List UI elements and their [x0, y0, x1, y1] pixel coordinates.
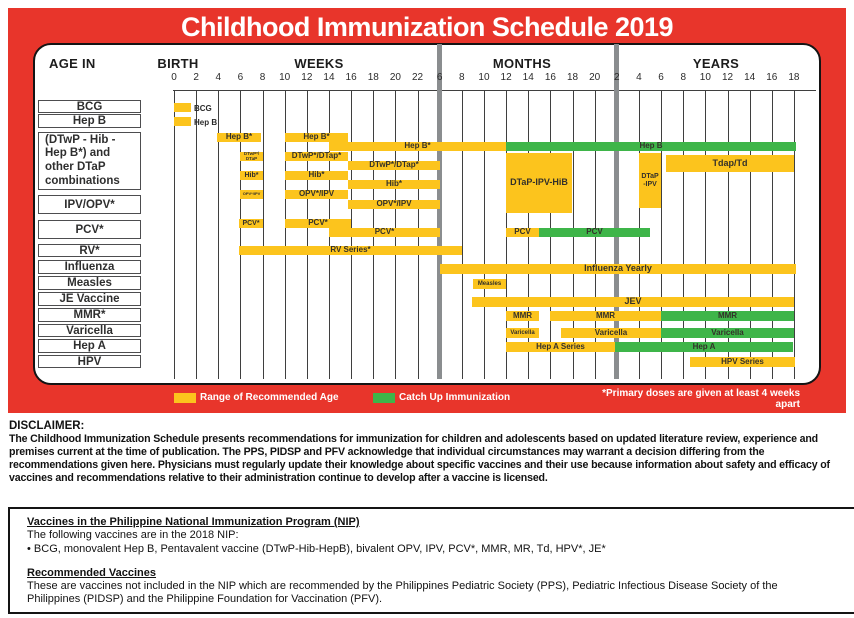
- axis-tick-weeks: 16: [345, 72, 357, 83]
- bar-hib-dose2: Hib*: [285, 171, 348, 180]
- header-age-in: AGE IN: [49, 56, 96, 71]
- bar-varicella-dose1: Varicella: [506, 328, 539, 338]
- bar-mmr-dose2: MMR: [550, 311, 661, 321]
- bar-hepa-catchup: Hep A: [615, 342, 793, 352]
- bar-pcv-dose1: PCV*: [239, 219, 263, 228]
- axis-tick-months: 16: [544, 72, 556, 83]
- axis-tick-years: 6: [658, 72, 664, 83]
- axis-tick-years: 14: [744, 72, 756, 83]
- row-label-hpv: HPV: [38, 355, 141, 368]
- row-label-hep-a: Hep A: [38, 339, 141, 353]
- bar-opv-dose2: OPV*/IPV: [285, 190, 348, 199]
- bar-pcv-catchup: PCV: [539, 228, 650, 237]
- bar-hpv-series: HPV Series: [690, 357, 795, 367]
- disclaimer-body: The Childhood Immunization Schedule presents recommendations for immunization for children and adolescents based on updated literature review, experience and premises current at the time of publication. The PPS, PIDSP and PFV acknowledge that individual circumstances may warrant a decision differing from the recommendations given here. Physicians must regularly update their knowledge about specific vaccines and their use because information about safety and efficacy of vaccines and recommendations relative to their administration continue to develop after a vaccine is licensed.: [9, 433, 830, 484]
- disclaimer-heading: DISCLAIMER:: [9, 420, 85, 432]
- row-label-measles: Measles: [38, 276, 141, 290]
- bar-pcv-dose2: PCV*: [285, 219, 351, 228]
- row-label-pcv: PCV*: [38, 220, 141, 239]
- axis-tick-years: 4: [636, 72, 642, 83]
- axis-tick-months: 12: [500, 72, 512, 83]
- bar-hepb-birth: [174, 117, 191, 126]
- bar-measles: Measles: [473, 279, 506, 289]
- row-label-varicella: Varicella: [38, 324, 141, 337]
- axis-tick-weeks: 22: [411, 72, 424, 83]
- legend-green-label: Catch Up Immunization: [399, 392, 511, 403]
- nip-line-2: • BCG, monovalent Hep B, Pentavalent vaccine (DTwP-Hib-HepB), bivalent OPV, IPV, PCV*, MMR, MR, Td, HPV*, JE*: [27, 543, 606, 555]
- bar-hepb-catchup: Hep B: [506, 142, 796, 151]
- bar-varicella-catchup: Varicella: [661, 328, 794, 338]
- grid-line: [196, 90, 197, 379]
- axis-tick-months: 18: [566, 72, 579, 83]
- row-label-influenza: Influenza: [38, 260, 141, 274]
- axis-tick-weeks: 10: [279, 72, 291, 83]
- axis-tick-weeks: 12: [301, 72, 313, 83]
- nip-line-1: The following vaccines are in the 2018 NIP:: [27, 529, 239, 541]
- bar-mmr-catchup: MMR: [661, 311, 794, 321]
- bar-pcv-dose3: PCV*: [329, 228, 440, 237]
- axis-tick-weeks: 18: [367, 72, 379, 83]
- axis-tick-weeks: 8: [259, 72, 266, 83]
- page-title: Childhood Immunization Schedule 2019: [180, 12, 674, 42]
- row-label-hep-b: Hep B: [38, 114, 141, 128]
- axis-tick-weeks: 20: [389, 72, 401, 83]
- bar-hepb-dose4: Hep B*: [329, 142, 506, 151]
- legend-yellow-label: Range of Recommended Age: [200, 392, 339, 403]
- grid-top-line: [173, 90, 816, 91]
- row-label-ipv-opv: IPV/OPV*: [38, 195, 141, 214]
- bar-rv-series: RV Series*: [239, 246, 462, 255]
- axis-tick-weeks: 2: [193, 72, 199, 83]
- header-birth: BIRTH: [157, 56, 199, 71]
- axis-tick-months: 14: [522, 72, 534, 83]
- disclaimer-section: [9, 420, 847, 485]
- axis-tick-years: 12: [721, 72, 734, 83]
- nip-box: [8, 507, 854, 614]
- row-label-rv: RV*: [38, 244, 141, 257]
- bar-hib-dose1: Hib*: [240, 171, 263, 180]
- bar-varicella-dose2: Varicella: [561, 328, 661, 338]
- axis-tick-months: 10: [478, 72, 490, 83]
- axis-tick-months: 8: [459, 72, 465, 83]
- recommended-body: These are vaccines not included in the NIP which are recommended by the Philippines Pediatric Society (PPS), Pediatric Infectious Disease Society of the Philippines (PIDSP) and the Philippine Foundation for Vaccination (PFV).: [27, 580, 778, 605]
- bar-tdap-td: Tdap/Td: [666, 155, 794, 172]
- grid-line: [484, 90, 485, 379]
- row-label-je-vaccine: JE Vaccine: [38, 292, 141, 306]
- header-months: MONTHS: [492, 56, 552, 71]
- bar-pcv-booster: PCV: [506, 228, 539, 237]
- axis-tick-years: 16: [766, 72, 778, 83]
- bar-influenza-yearly: Influenza Yearly: [440, 264, 796, 274]
- bar-hepa-series: Hep A Series: [506, 342, 615, 352]
- axis-tick-months: 20: [589, 72, 601, 83]
- bar-dtwp-dose3: DTwP*/DTap*: [348, 161, 440, 170]
- bar-bcg: [174, 103, 191, 112]
- nip-heading: Vaccines in the Philippine National Immunization Program (NIP): [27, 516, 360, 528]
- period-divider: [437, 44, 442, 379]
- bar-opv-dose1: OPV*/IPV: [240, 190, 263, 199]
- legend-green-swatch: [373, 393, 395, 403]
- bar-mmr-dose1: MMR: [506, 311, 539, 321]
- axis-tick-weeks: 0: [171, 72, 177, 83]
- bar-dtap-ipv: DTaP -IPV: [639, 153, 661, 208]
- grid-line: [174, 90, 175, 379]
- bar-dtwp-dose1: DTwP*/ DTaP: [240, 152, 263, 161]
- legend-yellow-swatch: [174, 393, 196, 403]
- axis-tick-years: 10: [699, 72, 711, 83]
- axis-tick-years: 18: [788, 72, 800, 83]
- axis-tick-weeks: 14: [323, 72, 335, 83]
- bar-dtwp-dose2: DTwP*/DTap*: [285, 152, 348, 161]
- bar-jev: JEV: [472, 297, 794, 307]
- axis-tick-weeks: 6: [237, 72, 244, 83]
- axis-tick-weeks: 4: [215, 72, 222, 83]
- bar-opv-dose3: OPV*/IPV: [348, 200, 440, 209]
- header-weeks: WEEKS: [294, 56, 344, 71]
- bar-dtap-ipv-hib: DTaP-IPV-HiB: [506, 153, 572, 213]
- row-label-dtwp-hib-hep-b-and-other-dtap-combinations: (DTwP - Hib - Hep B*) and other DTaP combinations: [38, 132, 141, 190]
- bar-label-hepb-birth: Hep B: [194, 118, 218, 127]
- bar-hepb-dose3: Hep B*: [285, 133, 348, 142]
- bar-hib-dose3: Hib*: [348, 180, 440, 189]
- axis-tick-years: 8: [680, 72, 686, 83]
- header-years: YEARS: [692, 56, 740, 71]
- grid-line: [794, 90, 795, 379]
- legend-note: *Primary doses are given at least 4 weeks apart: [602, 388, 800, 410]
- row-label-mmr: MMR*: [38, 308, 141, 322]
- bar-hepb-dose2: Hep B*: [217, 133, 261, 142]
- axis-tick-months: 6: [436, 72, 443, 83]
- recommended-heading: Recommended Vaccines: [27, 567, 157, 579]
- row-label-bcg: BCG: [38, 100, 141, 113]
- axis-tick-years: 2: [614, 72, 620, 83]
- grid-line: [263, 90, 264, 379]
- bar-label-bcg: BCG: [194, 104, 212, 113]
- grid-line: [462, 90, 463, 379]
